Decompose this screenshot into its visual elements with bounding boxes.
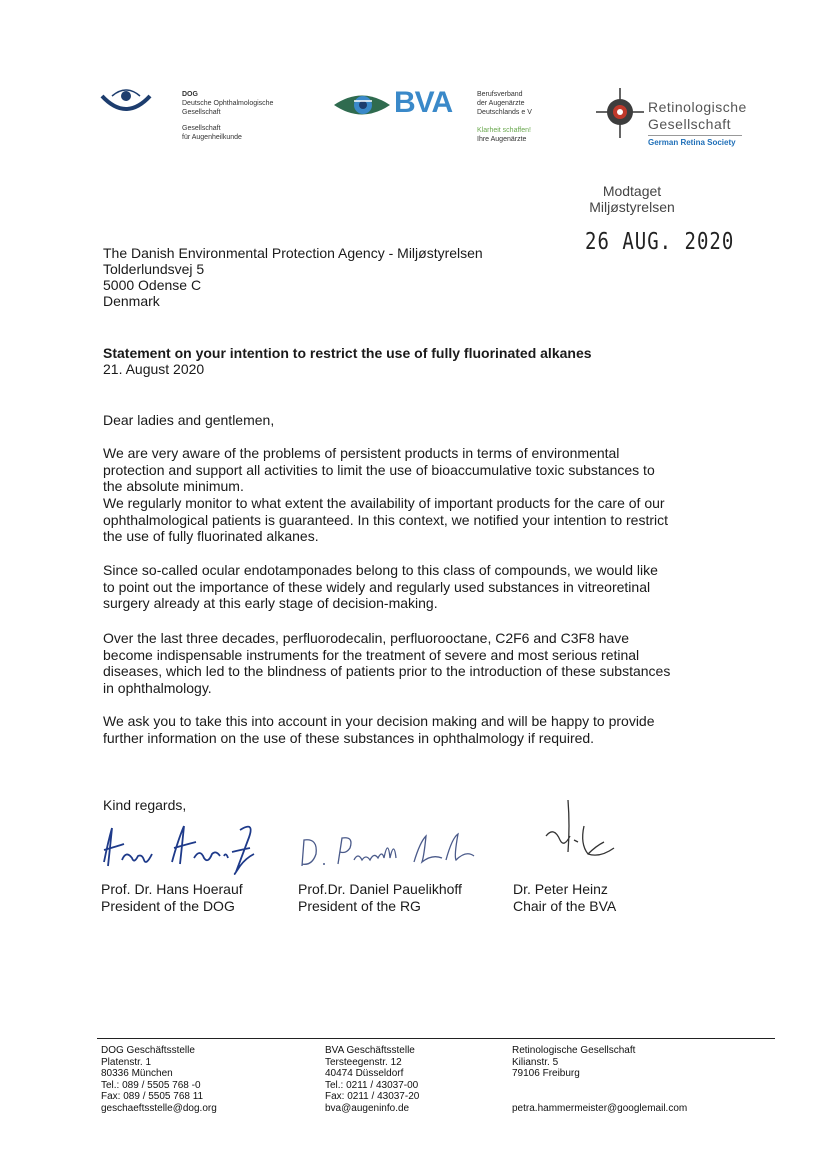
rg-eye-icon	[594, 86, 646, 140]
stamp-line2: Miljøstyrelsen	[589, 199, 675, 215]
rg-divider	[648, 135, 742, 136]
dog-eye-icon	[98, 86, 154, 118]
footer-rg-line: 79106 Freiburg	[512, 1068, 580, 1079]
footer-rg-line: Kilianstr. 5	[512, 1056, 559, 1068]
footer-rg	[512, 1045, 772, 1114]
bva-eye-icon	[332, 90, 392, 120]
footer-bva-line: Fax: 0211 / 43037-20	[325, 1091, 420, 1102]
stamp-line1: Modtaget	[602, 183, 662, 199]
dog-name-line2: Gesellschaft	[182, 109, 221, 116]
footer-bva-line: 40474 Düsseldorf	[325, 1068, 404, 1079]
signatory-2	[298, 881, 462, 915]
bva-line1: Berufsverband	[477, 91, 523, 98]
signatory-3-name: Dr. Peter Heinz	[513, 881, 608, 897]
footer-dog-line: DOG Geschäftsstelle	[101, 1045, 195, 1056]
bva-logo	[332, 88, 472, 122]
signatory-1	[101, 881, 243, 915]
footer-bva	[325, 1045, 495, 1114]
salutation: Dear ladies and gentlemen,	[103, 412, 275, 428]
dog-abbr: DOG	[182, 91, 198, 98]
recipient-line3: 5000 Odense C	[103, 277, 202, 293]
footer-dog-email: geschaeftsstelle@dog.org	[101, 1102, 217, 1114]
paragraph-1: We are very aware of the problems of persistent products in terms of environmental protection and support all activities to limit the use of bioaccumulative toxic substances to the absolute minimum.	[103, 445, 655, 494]
bva-line3: Deutschlands e V	[477, 109, 532, 116]
signatory-2-name: Prof.Dr. Daniel Pauelikhoff	[298, 881, 462, 897]
bva-slogan2: Ihre Augenärzte	[477, 136, 527, 143]
dog-text-block	[182, 90, 312, 142]
received-stamp	[580, 183, 684, 215]
bva-line2: der Augenärzte	[477, 100, 525, 107]
subject-date: 21. August 2020	[103, 361, 205, 377]
footer-dog-line: Tel.: 089 / 5505 768 -0	[101, 1079, 201, 1091]
paragraph-3: Over the last three decades, perfluorodecalin, perfluorooctane, C2F6 and C3F8 have become indispensable instruments for the treatment of severe and most serious retinal diseases, which led to the blindness of patients prior to the introduction of these substances in ophthalmology.	[103, 630, 671, 696]
footer-divider	[97, 1038, 775, 1039]
footer-bva-email: bva@augeninfo.de	[325, 1102, 410, 1114]
rg-sub: German Retina Society	[648, 138, 736, 147]
dog-logo	[98, 86, 154, 118]
subject-title: Statement on your intention to restrict the use of fully fluorinated alkanes	[103, 345, 592, 361]
paragraph-2: Since so-called ocular endotamponades belong to this class of compounds, we would like to point out the importance of these widely and regularly used substances in vitreoretinal surgery already at this early stage of decision-making.	[103, 562, 658, 611]
footer-dog-line: 80336 München	[101, 1068, 173, 1079]
footer-dog	[101, 1045, 291, 1114]
footer-rg-email: petra.hammermeister@googlemail.com	[512, 1102, 688, 1114]
signatory-1-name: Prof. Dr. Hans Hoerauf	[101, 881, 243, 897]
signature-heinz	[540, 796, 620, 866]
bva-slogan1: Klarheit schaffen!	[477, 127, 531, 134]
bva-text-block	[477, 90, 577, 144]
rg-line2: Gesellschaft	[648, 116, 732, 132]
dog-sub-line1: Gesellschaft	[182, 125, 221, 132]
stamp-date: 26 AUG. 2020	[585, 228, 735, 256]
footer-dog-line: Fax: 089 / 5505 768 11	[101, 1091, 204, 1102]
signature-pauleikhoff	[296, 828, 496, 874]
footer-rg-line: Retinologische Gesellschaft	[512, 1045, 636, 1056]
paragraph-1b: We regularly monitor to what extent the availability of important products for the care of our ophthalmological patients is guaranteed. In this context, we notified your intention to restrict the use of fully fluorinated alkanes.	[103, 495, 668, 544]
footer-bva-line: Tel.: 0211 / 43037-00	[325, 1079, 419, 1091]
signatory-3-role: Chair of the BVA	[513, 898, 617, 914]
rg-logo	[594, 86, 646, 140]
signatory-1-role: President of the DOG	[101, 898, 235, 914]
subject-block	[103, 345, 703, 377]
footer-bva-line: BVA Geschäftsstelle	[325, 1045, 415, 1056]
signatory-3	[513, 881, 616, 915]
rg-line1: Retinologische	[648, 99, 747, 115]
recipient-line4: Denmark	[103, 293, 160, 309]
closing: Kind regards,	[103, 797, 187, 813]
signatory-2-role: President of the RG	[298, 898, 421, 914]
dog-sub-line2: für Augenheilkunde	[182, 134, 242, 141]
recipient-address	[103, 245, 583, 309]
footer-bva-line: Tersteegenstr. 12	[325, 1056, 402, 1068]
dog-name-line1: Deutsche Ophthalmologische	[182, 100, 274, 107]
rg-text-block	[648, 99, 758, 147]
paragraph-4: We ask you to take this into account in your decision making and will be happy to provide further information on the use of these substances in ophthalmology if required.	[103, 713, 655, 746]
recipient-line2: Tolderlundsvej 5	[103, 261, 205, 277]
recipient-line1: The Danish Environmental Protection Agency - Miljøstyrelsen	[103, 245, 483, 261]
signature-hoerauf	[100, 820, 260, 880]
footer-dog-line: Platenstr. 1	[101, 1056, 152, 1068]
bva-logo-text: BVA	[394, 86, 453, 119]
